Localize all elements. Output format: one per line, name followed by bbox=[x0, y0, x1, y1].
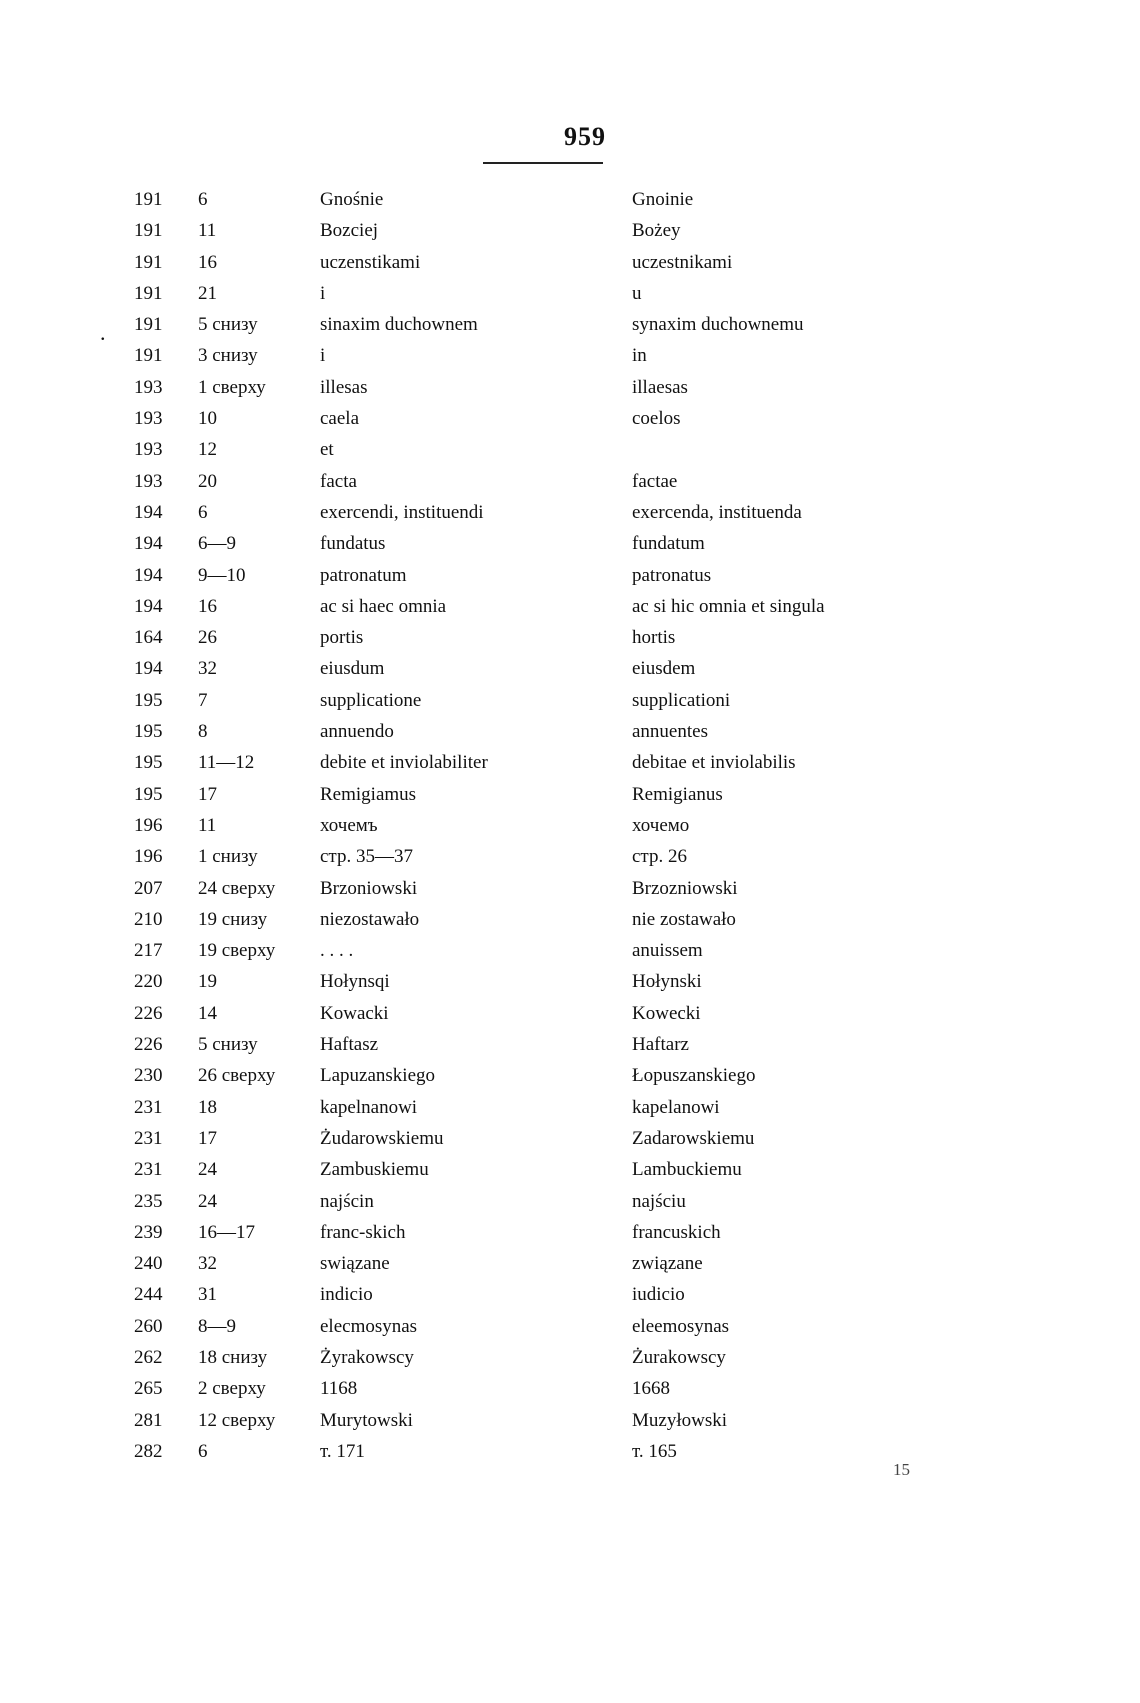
errata-page-ref: 240 bbox=[134, 1253, 163, 1275]
errata-correction: hortis bbox=[632, 627, 676, 649]
errata-line-ref: 6 bbox=[198, 501, 208, 523]
errata-row bbox=[118, 591, 938, 622]
errata-line-ref: 19 снизу bbox=[198, 908, 268, 930]
errata-row bbox=[118, 1311, 938, 1342]
errata-line-ref: 1 снизу bbox=[198, 846, 258, 868]
errata-correction: u bbox=[632, 282, 642, 304]
errata-row bbox=[118, 904, 938, 935]
errata-misprint: sinaxim duchownem bbox=[320, 314, 478, 336]
errata-line-ref: 7 bbox=[198, 689, 208, 711]
errata-misprint: хочемъ bbox=[320, 814, 378, 836]
errata-row bbox=[118, 653, 938, 684]
errata-misprint: najścin bbox=[320, 1190, 374, 1212]
errata-row bbox=[118, 841, 938, 872]
errata-correction: Gnoinie bbox=[632, 189, 694, 210]
errata-misprint: swiązane bbox=[320, 1253, 390, 1275]
errata-misprint: Lapuzanskiego bbox=[320, 1065, 436, 1087]
errata-misprint: exercendi, instituendi bbox=[320, 501, 484, 523]
signature-mark: 15 bbox=[893, 1460, 910, 1479]
page-number: 959 bbox=[564, 122, 606, 151]
errata-line-ref: 19 bbox=[198, 971, 217, 993]
errata-page-ref: 164 bbox=[134, 627, 163, 649]
errata-row bbox=[118, 1436, 938, 1467]
errata-misprint: Żyrakowscy bbox=[320, 1346, 414, 1368]
errata-line-ref: 6 bbox=[198, 1440, 208, 1462]
errata-row bbox=[118, 1060, 938, 1091]
errata-page-ref: 191 bbox=[134, 189, 163, 210]
errata-misprint: 1168 bbox=[320, 1378, 358, 1400]
errata-misprint: стр. 35—37 bbox=[320, 846, 413, 868]
errata-page-ref: 217 bbox=[134, 940, 163, 962]
errata-line-ref: 8—9 bbox=[198, 1315, 236, 1337]
errata-correction: uczestnikami bbox=[632, 251, 733, 273]
errata-page-ref: 195 bbox=[134, 689, 163, 711]
errata-misprint: Zambuskiemu bbox=[320, 1159, 429, 1181]
errata-correction: in bbox=[632, 345, 647, 367]
errata-correction: ac si hic omnia et singula bbox=[632, 595, 825, 617]
errata-misprint: Remigiamus bbox=[320, 783, 417, 805]
errata-line-ref: 5 снизу bbox=[198, 314, 258, 336]
errata-row bbox=[118, 497, 938, 528]
errata-row bbox=[118, 340, 938, 371]
errata-row bbox=[118, 184, 938, 215]
errata-line-ref: 32 bbox=[198, 1253, 217, 1275]
errata-line-ref: 2 сверху bbox=[198, 1378, 266, 1400]
errata-misprint: ac si haec omnia bbox=[320, 595, 447, 617]
errata-misprint: Kowacki bbox=[320, 1002, 389, 1024]
errata-line-ref: 12 bbox=[198, 439, 217, 461]
errata-misprint: Hołynsqi bbox=[320, 971, 390, 993]
errata-row bbox=[118, 466, 938, 497]
errata-row bbox=[118, 935, 938, 966]
errata-misprint: patronatum bbox=[320, 564, 407, 586]
errata-correction: стр. 26 bbox=[632, 846, 687, 868]
errata-line-ref: 24 сверху bbox=[198, 877, 276, 899]
errata-page-ref: 210 bbox=[134, 908, 163, 930]
errata-misprint: i bbox=[320, 345, 326, 367]
errata-page-ref: 193 bbox=[134, 439, 163, 461]
errata-page-ref: 196 bbox=[134, 814, 163, 836]
errata-line-ref: 21 bbox=[198, 282, 217, 304]
errata-page-ref: 195 bbox=[134, 752, 163, 774]
errata-correction: 1668 bbox=[632, 1378, 670, 1400]
errata-row bbox=[118, 1373, 938, 1404]
errata-line-ref: 6—9 bbox=[198, 533, 236, 555]
errata-row bbox=[118, 1092, 938, 1123]
errata-correction: т. 165 bbox=[632, 1440, 677, 1462]
errata-row bbox=[118, 810, 938, 841]
errata-row bbox=[118, 278, 938, 309]
errata-correction: Łopuszanskiego bbox=[632, 1065, 756, 1087]
errata-line-ref: 18 bbox=[198, 1096, 217, 1118]
errata-misprint: Murytowski bbox=[320, 1409, 413, 1431]
errata-line-ref: 24 bbox=[198, 1159, 217, 1181]
errata-correction: Lambuckiemu bbox=[632, 1159, 742, 1181]
errata-page-ref: 193 bbox=[134, 376, 163, 398]
errata-page-ref: 194 bbox=[134, 533, 163, 555]
errata-correction: exercenda, instituenda bbox=[632, 501, 802, 523]
errata-line-ref: 11 bbox=[198, 814, 217, 836]
errata-row bbox=[118, 685, 938, 716]
errata-line-ref: 3 снизу bbox=[198, 345, 258, 367]
header-rule bbox=[483, 162, 603, 164]
errata-row bbox=[118, 779, 938, 810]
errata-page-ref: 235 bbox=[134, 1190, 163, 1212]
errata-page-ref: 196 bbox=[134, 846, 163, 868]
errata-page-ref: 193 bbox=[134, 408, 163, 430]
errata-correction: związane bbox=[632, 1253, 703, 1275]
errata-misprint: elecmosynas bbox=[320, 1315, 418, 1337]
errata-correction: eiusdem bbox=[632, 658, 696, 680]
errata-row bbox=[118, 716, 938, 747]
errata-row bbox=[118, 560, 938, 591]
errata-line-ref: 8 bbox=[198, 721, 208, 743]
errata-page-ref: 220 bbox=[134, 971, 163, 993]
errata-page-ref: 226 bbox=[134, 1002, 163, 1024]
errata-misprint: uczenstikami bbox=[320, 251, 421, 273]
errata-correction: anuissem bbox=[632, 940, 703, 962]
errata-misprint: i bbox=[320, 282, 326, 304]
errata-page-ref: 207 bbox=[134, 877, 163, 899]
errata-correction: coelos bbox=[632, 408, 681, 430]
errata-row bbox=[118, 1405, 938, 1436]
errata-correction: francuskich bbox=[632, 1221, 721, 1243]
errata-page-ref: 244 bbox=[134, 1284, 163, 1306]
errata-row bbox=[118, 747, 938, 778]
errata-line-ref: 1 сверху bbox=[198, 376, 266, 398]
errata-misprint: Bozciej bbox=[320, 220, 379, 242]
errata-page-ref: 281 bbox=[134, 1409, 163, 1431]
errata-row bbox=[118, 247, 938, 278]
errata-line-ref: 11—12 bbox=[198, 752, 255, 774]
errata-misprint: annuendo bbox=[320, 721, 394, 743]
errata-page-ref: 282 bbox=[134, 1440, 163, 1462]
errata-correction: fundatum bbox=[632, 533, 705, 555]
errata-misprint: portis bbox=[320, 627, 364, 649]
errata-row bbox=[118, 998, 938, 1029]
errata-line-ref: 32 bbox=[198, 658, 217, 680]
errata-row bbox=[118, 873, 938, 904]
errata-line-ref: 20 bbox=[198, 470, 217, 492]
errata-correction: Kowecki bbox=[632, 1002, 701, 1024]
errata-misprint: et bbox=[320, 439, 334, 461]
errata-misprint: fundatus bbox=[320, 533, 386, 555]
errata-row bbox=[118, 1123, 938, 1154]
errata-row bbox=[118, 528, 938, 559]
errata-correction: illaesas bbox=[632, 376, 688, 398]
errata-correction: Remigianus bbox=[632, 783, 723, 805]
errata-correction: patronatus bbox=[632, 564, 712, 586]
errata-row bbox=[118, 1186, 938, 1217]
errata-row bbox=[118, 1279, 938, 1310]
errata-misprint: . . . . bbox=[320, 940, 354, 962]
errata-page-ref: 194 bbox=[134, 595, 163, 617]
errata-page-ref: 230 bbox=[134, 1065, 163, 1087]
errata-misprint: eiusdum bbox=[320, 658, 385, 680]
errata-page-ref: 231 bbox=[134, 1159, 163, 1181]
errata-line-ref: 10 bbox=[198, 408, 217, 430]
errata-page-ref: 191 bbox=[134, 314, 163, 336]
errata-misprint: franc-skich bbox=[320, 1221, 406, 1243]
errata-misprint: Żudarowskiemu bbox=[320, 1127, 444, 1149]
errata-page-ref: 193 bbox=[134, 470, 163, 492]
errata-correction: kapelanowi bbox=[632, 1096, 720, 1118]
margin-dot: . bbox=[100, 320, 106, 345]
errata-line-ref: 17 bbox=[198, 783, 217, 805]
errata-page-ref: 194 bbox=[134, 564, 163, 586]
errata-row bbox=[118, 1248, 938, 1279]
errata-page-ref: 194 bbox=[134, 501, 163, 523]
errata-line-ref: 19 сверху bbox=[198, 940, 276, 962]
errata-correction: iudicio bbox=[632, 1284, 685, 1306]
errata-correction: debitae et inviolabilis bbox=[632, 752, 796, 774]
errata-page-ref: 191 bbox=[134, 345, 163, 367]
errata-misprint: niezostawało bbox=[320, 908, 420, 930]
errata-page-ref: 265 bbox=[134, 1378, 163, 1400]
errata-misprint: kapelnanowi bbox=[320, 1096, 418, 1118]
errata-misprint: Gnośnie bbox=[320, 189, 384, 210]
errata-page-ref: 260 bbox=[134, 1315, 163, 1337]
errata-line-ref: 14 bbox=[198, 1002, 217, 1024]
errata-row bbox=[118, 1217, 938, 1248]
errata-line-ref: 12 сверху bbox=[198, 1409, 276, 1431]
errata-row bbox=[118, 1154, 938, 1185]
errata-page-ref: 194 bbox=[134, 658, 163, 680]
errata-correction: Zadarowskiemu bbox=[632, 1127, 755, 1149]
errata-row bbox=[118, 1342, 938, 1373]
errata-correction: хочемо bbox=[632, 814, 690, 836]
errata-line-ref: 5 снизу bbox=[198, 1034, 258, 1056]
errata-line-ref: 6 bbox=[198, 189, 208, 210]
errata-correction: Muzyłowski bbox=[632, 1409, 727, 1431]
errata-row bbox=[118, 434, 938, 465]
errata-page-ref: 191 bbox=[134, 220, 163, 242]
errata-correction: Hołynski bbox=[632, 971, 702, 993]
errata-page-ref: 226 bbox=[134, 1034, 163, 1056]
errata-row bbox=[118, 1029, 938, 1060]
errata-page-ref: 191 bbox=[134, 251, 163, 273]
errata-line-ref: 11 bbox=[198, 220, 217, 242]
errata-line-ref: 31 bbox=[198, 1284, 217, 1306]
errata-line-ref: 17 bbox=[198, 1127, 217, 1149]
errata-misprint: illesas bbox=[320, 376, 368, 398]
errata-line-ref: 9—10 bbox=[198, 564, 246, 586]
errata-line-ref: 26 bbox=[198, 627, 217, 649]
errata-misprint: indicio bbox=[320, 1284, 373, 1306]
errata-correction: Brzozniowski bbox=[632, 877, 738, 899]
errata-misprint: debite et inviolabiliter bbox=[320, 752, 488, 774]
errata-line-ref: 16 bbox=[198, 251, 217, 273]
errata-correction: factae bbox=[632, 470, 678, 492]
errata-page-ref: 195 bbox=[134, 783, 163, 805]
errata-row bbox=[118, 215, 938, 246]
errata-correction: supplicationi bbox=[632, 689, 731, 711]
errata-row bbox=[118, 966, 938, 997]
errata-correction: synaxim duchownemu bbox=[632, 314, 804, 336]
errata-page-ref: 195 bbox=[134, 721, 163, 743]
errata-page-ref: 191 bbox=[134, 282, 163, 304]
errata-table bbox=[118, 184, 938, 1467]
errata-row bbox=[118, 622, 938, 653]
errata-page-ref: 231 bbox=[134, 1127, 163, 1149]
errata-line-ref: 16—17 bbox=[198, 1221, 255, 1243]
errata-misprint: Brzoniowski bbox=[320, 877, 418, 899]
errata-correction: Haftarz bbox=[632, 1034, 689, 1056]
errata-page-ref: 239 bbox=[134, 1221, 163, 1243]
errata-row bbox=[118, 309, 938, 340]
errata-line-ref: 16 bbox=[198, 595, 217, 617]
errata-misprint: Haftasz bbox=[320, 1034, 379, 1056]
errata-page-ref: 231 bbox=[134, 1096, 163, 1118]
errata-misprint: т. 171 bbox=[320, 1440, 365, 1462]
errata-correction: eleemosynas bbox=[632, 1315, 730, 1337]
errata-line-ref: 24 bbox=[198, 1190, 217, 1212]
errata-row bbox=[118, 403, 938, 434]
errata-line-ref: 26 сверху bbox=[198, 1065, 276, 1087]
errata-misprint: supplicatione bbox=[320, 689, 422, 711]
errata-correction: annuentes bbox=[632, 721, 708, 743]
errata-correction: Żurakowscy bbox=[632, 1346, 726, 1368]
errata-misprint: facta bbox=[320, 470, 357, 492]
errata-page-ref: 262 bbox=[134, 1346, 163, 1368]
errata-correction: Bożey bbox=[632, 220, 681, 242]
errata-line-ref: 18 снизу bbox=[198, 1346, 268, 1368]
errata-correction: nie zostawało bbox=[632, 908, 736, 930]
errata-misprint: caela bbox=[320, 408, 360, 430]
errata-row bbox=[118, 372, 938, 403]
errata-correction: najściu bbox=[632, 1190, 686, 1212]
